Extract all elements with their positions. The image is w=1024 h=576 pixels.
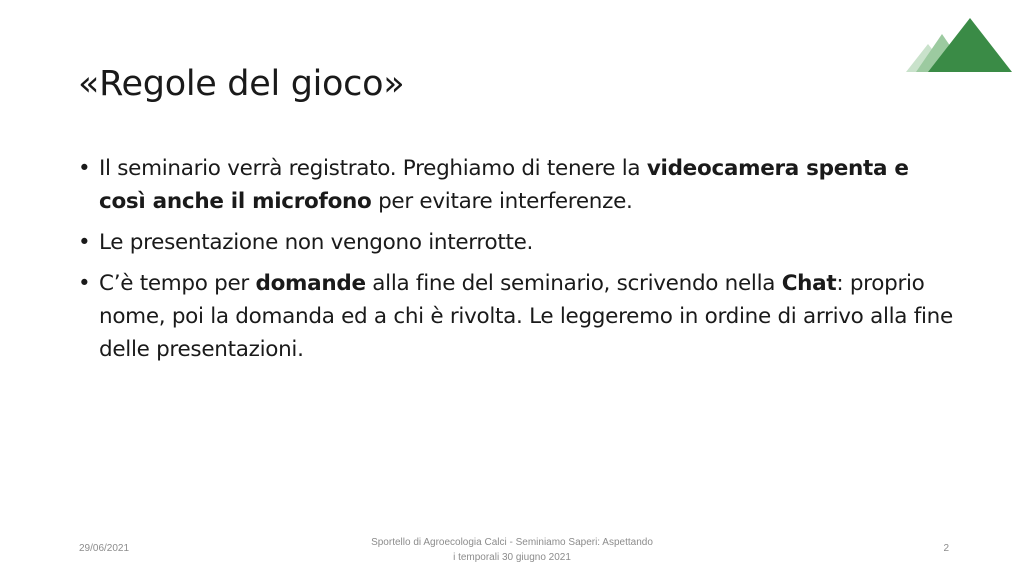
bullet-text: Le presentazione non vengono interrotte. xyxy=(99,230,534,255)
bullet-item xyxy=(78,267,958,366)
bullet-list xyxy=(78,152,958,374)
bullet-marker: • xyxy=(78,271,91,296)
footer-page-number: 2 xyxy=(943,543,949,554)
bullet-text: per evitare interferenze. xyxy=(371,189,633,214)
bullet-text: Il seminario verrà registrato. Preghiamo di tenere la xyxy=(99,156,647,181)
footer-title-line: Sportello di Agroecologia Calci - Seminiamo Saperi: Aspettando xyxy=(371,537,653,548)
bullet-text-bold: domande xyxy=(255,271,366,296)
bullet-marker: • xyxy=(78,230,91,255)
bullet-text: C’è tempo per xyxy=(99,271,256,296)
bullet-item xyxy=(78,152,958,218)
bullet-marker: • xyxy=(78,156,91,181)
footer-date: 29/06/2021 xyxy=(79,543,130,554)
bullet-text: alla fine del seminario, scrivendo nella xyxy=(365,271,782,296)
bullet-text-bold: Chat xyxy=(781,271,837,296)
bullet-item xyxy=(78,226,958,259)
footer-title xyxy=(340,535,684,565)
slide-title: «Regole del gioco» xyxy=(78,64,405,104)
footer-title-line: i temporali 30 giugno 2021 xyxy=(453,552,571,563)
bullet-text-bold: videocamera spenta e così anche il microfono xyxy=(99,156,909,214)
mountains-logo-icon xyxy=(902,14,1014,76)
bullet-text: : proprio nome, poi la domanda ed a chi è rivolta. Le leggeremo in ordine di arrivo alla fine delle presentazioni. xyxy=(99,271,953,362)
